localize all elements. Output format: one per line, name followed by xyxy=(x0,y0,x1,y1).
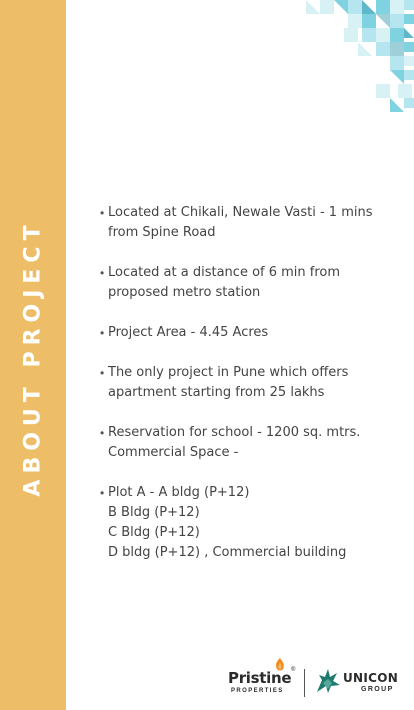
mosaic-tile xyxy=(362,14,376,28)
mosaic-tile xyxy=(306,0,320,14)
mosaic-tile xyxy=(376,14,390,28)
mosaic-tile xyxy=(390,42,404,56)
item-text-line: B Bldg (P+12) xyxy=(108,505,200,520)
mosaic-tile xyxy=(376,42,390,56)
mosaic-tile xyxy=(390,98,404,112)
mosaic-tile xyxy=(390,70,404,84)
mosaic-tile xyxy=(362,28,376,42)
list-item xyxy=(100,483,380,563)
mosaic-decoration xyxy=(274,0,414,125)
mosaic-tile xyxy=(390,28,404,42)
mosaic-tile xyxy=(390,56,404,70)
unicon-wordmark: UNICON xyxy=(343,671,399,685)
mosaic-tile xyxy=(358,42,372,56)
list-item xyxy=(100,203,380,243)
pristine-subtitle: PROPERTIES xyxy=(231,688,284,694)
item-text-line: Reservation for school - 1200 sq. mtrs. xyxy=(108,425,361,440)
registered-mark: ® xyxy=(291,667,296,673)
mosaic-tile xyxy=(404,28,414,38)
mosaic-tile xyxy=(348,14,362,28)
item-text-line: The only project in Pune which offers xyxy=(108,365,349,380)
item-text-line: C Bldg (P+12) xyxy=(108,525,200,540)
mosaic-tile xyxy=(404,70,414,80)
section-title: ABOUT PROJECT xyxy=(20,219,46,497)
bullet-mark: • xyxy=(100,266,105,280)
mosaic-tile xyxy=(376,0,390,14)
mosaic-tile xyxy=(390,14,404,28)
mosaic-tile xyxy=(404,0,414,10)
mosaic-tile xyxy=(404,98,414,108)
list-item xyxy=(100,263,380,303)
list-item xyxy=(100,363,380,403)
item-text-line: Commercial Space - xyxy=(108,445,239,460)
list-item xyxy=(100,423,380,463)
mosaic-tile xyxy=(320,0,334,14)
mosaic-tile xyxy=(376,84,390,98)
item-text-line: from Spine Road xyxy=(108,225,216,240)
item-text-line: proposed metro station xyxy=(108,285,261,300)
pristine-wordmark: Pristine xyxy=(228,669,292,687)
footer-logos xyxy=(225,655,405,700)
mosaic-tile xyxy=(376,28,390,42)
mosaic-tile xyxy=(362,0,376,14)
bullet-mark: • xyxy=(100,426,105,440)
item-text-line: Located at Chikali, Newale Vasti - 1 mins xyxy=(108,205,373,220)
mosaic-tile xyxy=(404,42,414,52)
list-item xyxy=(100,323,380,343)
mosaic-tile xyxy=(404,56,414,66)
item-text-line: Project Area - 4.45 Acres xyxy=(108,325,269,340)
unicon-subtitle: GROUP xyxy=(361,686,394,693)
mosaic-tile xyxy=(404,14,414,24)
mosaic-tile xyxy=(348,0,362,14)
project-details xyxy=(100,203,380,583)
mosaic-tile xyxy=(398,84,412,98)
bullet-mark: • xyxy=(100,366,105,380)
bullet-mark: • xyxy=(100,206,105,220)
mosaic-tile xyxy=(334,0,348,14)
sidebar-band xyxy=(0,0,66,710)
logo-divider xyxy=(304,669,305,697)
item-text-line: Located at a distance of 6 min from xyxy=(108,265,341,280)
bullet-mark: • xyxy=(100,486,105,500)
item-text-line: D bldg (P+12) , Commercial building xyxy=(108,545,347,560)
mosaic-tile xyxy=(390,0,404,14)
item-text-line: Plot A - A bldg (P+12) xyxy=(108,485,250,500)
item-text-line: apartment starting from 25 lakhs xyxy=(108,385,325,400)
unicorn-icon xyxy=(314,665,342,695)
bullet-mark: • xyxy=(100,326,105,340)
mosaic-tile xyxy=(344,28,358,42)
